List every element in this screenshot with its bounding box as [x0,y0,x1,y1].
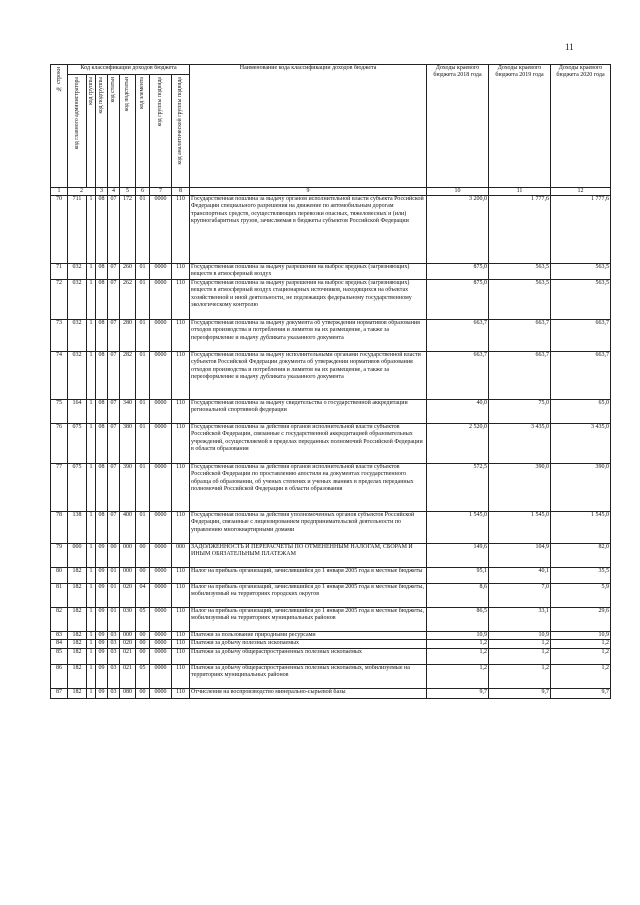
admin-code: 182 [68,632,87,640]
amount-2018: 8,6 [427,584,489,608]
subarticle-code: 021 [120,664,136,688]
amount-2019: 75,0 [489,400,551,424]
article-code: 07 [108,464,120,512]
group-code: 1 [87,608,96,632]
analytic-code: 000 [172,544,190,568]
group-code: 1 [87,544,96,568]
article-code: 03 [108,688,120,698]
subarticle-code: 172 [120,196,136,264]
income-name: Платежи за добычу общераспространенных полезных ископаемых, мобилизуемые на территориях муниципальных районов [190,664,427,688]
year-2020-header: Доходы краевого бюджета 2020 года [551,65,611,188]
income-name: Государственная пошлина за выдачу разрешения на выброс вредных (загрязняющих) веществ в атмосферный воздух [190,264,427,280]
subtype-code: 0000 [150,608,172,632]
income-name: Налог на прибыль организаций, зачислявшийся до 1 января 2005 года в местные бюджеты, мобилизуемый на территориях муниципальных районов [190,608,427,632]
subgroup-code: 08 [96,320,108,352]
income-name: Налог на прибыль организаций, зачислявшийся до 1 января 2005 года в местные бюджеты [190,568,427,584]
income-name: Государственная пошлина за выдачу исполнительными органами государственной власти субъектов Российской Федерации документа об утверждении нормативов образования отходов производства и потребления и лимитов на их размещение, а также за переоформление и выдачу дубликата указанного документа [190,352,427,400]
amount-2018: 875,0 [427,280,489,320]
subtype-code: 0000 [150,640,172,648]
subarticle-code: 400 [120,512,136,544]
column-numbers-row [51,188,611,196]
name-column-header: Наименование кода классификации доходов бюджета [190,65,427,188]
group-code: 1 [87,320,96,352]
subtype-code: 0000 [150,648,172,664]
table-row [51,608,611,632]
article-code: 03 [108,632,120,640]
subarticle-code: 280 [120,320,136,352]
element-code: 04 [136,584,150,608]
article-code: 03 [108,640,120,648]
subgroup-code: 08 [96,264,108,280]
element-code: 05 [136,608,150,632]
subtype-code: 0000 [150,400,172,424]
article-code: 07 [108,400,120,424]
amount-2019: 1 545,0 [489,512,551,544]
amount-2019: 390,0 [489,464,551,512]
subgroup-code: 09 [96,688,108,698]
subgroup-code: 09 [96,608,108,632]
admin-code: 032 [68,264,87,280]
row-number: 76 [51,424,68,464]
group-code: 1 [87,568,96,584]
income-name: Государственная пошлина за действия органов исполнительной власти субъектов Российской Федерации по проставлению апостиля на документах государственного образца об образовании, об ученых степенях и ученых званиях в пределах переданных полномочий Российской Федерации в области образования [190,464,427,512]
admin-code: 711 [68,196,87,264]
subtype-code: 0000 [150,632,172,640]
row-number: 71 [51,264,68,280]
column-number: 1 [51,188,68,196]
subarticle-code: 282 [120,352,136,400]
table-row [51,632,611,640]
amount-2020: 1,2 [551,640,611,648]
income-name: Отчисления на воспроизводство минерально-сырьевой базы [190,688,427,698]
element-code: 01 [136,424,150,464]
subgroup-code: 08 [96,512,108,544]
amount-2019: 9,7 [489,688,551,698]
group-code: 1 [87,264,96,280]
amount-2018: 663,7 [427,352,489,400]
amount-2018: 1,2 [427,664,489,688]
article-code: 07 [108,424,120,464]
article-code: 01 [108,568,120,584]
admin-code: 182 [68,688,87,698]
admin-code: 032 [68,280,87,320]
admin-code: 075 [68,464,87,512]
code-column-header: код аналитической группы подвида [172,75,190,188]
article-code: 03 [108,664,120,688]
amount-2019: 1,2 [489,664,551,688]
element-code: 01 [136,512,150,544]
subarticle-code: 000 [120,632,136,640]
analytic-code: 110 [172,632,190,640]
subgroup-code: 08 [96,280,108,320]
group-code: 1 [87,196,96,264]
subarticle-code: 021 [120,648,136,664]
subtype-code: 0000 [150,280,172,320]
analytic-code: 110 [172,352,190,400]
analytic-code: 110 [172,464,190,512]
amount-2019: 663,7 [489,320,551,352]
row-number: 87 [51,688,68,698]
amount-2018: 9,7 [427,688,489,698]
row-number: 78 [51,512,68,544]
amount-2018: 3 200,0 [427,196,489,264]
admin-code: 000 [68,544,87,568]
amount-2018: 2 520,0 [427,424,489,464]
column-number: 12 [551,188,611,196]
row-number: 70 [51,196,68,264]
amount-2020: 65,0 [551,400,611,424]
income-name: Платежи за добычу полезных ископаемых [190,640,427,648]
income-name: Государственная пошлина за выдачу документа об утверждении нормативов образования отходов производства и потребления и лимитов на их размещение, а также за переоформление и выдачу дубликата указанного документа [190,320,427,352]
row-number: 74 [51,352,68,400]
element-code: 01 [136,464,150,512]
group-code: 1 [87,632,96,640]
analytic-code: 110 [172,280,190,320]
table-row [51,400,611,424]
analytic-code: 110 [172,568,190,584]
group-code: 1 [87,464,96,512]
subarticle-code: 000 [120,568,136,584]
income-name: Государственная пошлина за действия органов исполнительной власти субъектов Российской Федерации, связанные с государственной аккредитацией образовательных учреждений, осуществляемой в пределах переданных полномочий Российской Федерации в области образования [190,424,427,464]
group-code: 1 [87,352,96,400]
article-code: 07 [108,196,120,264]
page-number: 11 [565,42,574,52]
amount-2020: 1 777,6 [551,196,611,264]
subtype-code: 0000 [150,544,172,568]
year-2018-header: Доходы краевого бюджета 2018 года [427,65,489,188]
row-number: 84 [51,640,68,648]
income-name: Государственная пошлина за выдачу свидетельства о государственной аккредитации региональной спортивной федерации [190,400,427,424]
element-code: 05 [136,664,150,688]
amount-2018: 95,1 [427,568,489,584]
table-row [51,584,611,608]
group-code: 1 [87,664,96,688]
element-code: 01 [136,352,150,400]
amount-2019: 563,5 [489,280,551,320]
table-row [51,196,611,264]
subarticle-code: 340 [120,400,136,424]
amount-2020: 3 435,0 [551,424,611,464]
subgroup-code: 08 [96,464,108,512]
amount-2020: 390,0 [551,464,611,512]
row-number: 80 [51,568,68,584]
subarticle-code: 030 [120,608,136,632]
amount-2018: 875,0 [427,264,489,280]
year-2019-header: Доходы краевого бюджета 2019 года [489,65,551,188]
amount-2019: 40,1 [489,568,551,584]
analytic-code: 110 [172,688,190,698]
amount-2018: 572,5 [427,464,489,512]
amount-2020: 5,9 [551,584,611,608]
amount-2020: 1,2 [551,664,611,688]
income-name: Государственная пошлина за действия уполномоченных органов субъектов Российской Федерации, связанные с лицензированием предпринимательской деятельности по управлению многоквартирными домами [190,512,427,544]
code-column-header: код элемента [136,75,150,188]
amount-2019: 563,5 [489,264,551,280]
analytic-code: 110 [172,264,190,280]
group-code: 1 [87,640,96,648]
column-number: 7 [150,188,172,196]
code-column-header: код подстатьи [120,75,136,188]
analytic-code: 110 [172,424,190,464]
table-row [51,648,611,664]
column-number: 10 [427,188,489,196]
element-code: 00 [136,544,150,568]
amount-2019: 663,7 [489,352,551,400]
analytic-code: 110 [172,664,190,688]
income-name: Государственная пошлина за выдачу органом исполнительной власти субъекта Российской Федерации специального разрешения на движение по автомобильным дорогам транспортных средств, осуществляющих перевозки опасных, тяжеловесных и (или) крупногабаритных грузов, зачисляемая в бюджеты субъектов Российской Федерации [190,196,427,264]
subarticle-code: 020 [120,640,136,648]
income-name: Платежи за добычу общераспространенных полезных ископаемых [190,648,427,664]
subtype-code: 0000 [150,424,172,464]
column-number: 4 [108,188,120,196]
element-code: 00 [136,648,150,664]
subtype-code: 0000 [150,264,172,280]
amount-2019: 1,2 [489,640,551,648]
column-number: 9 [190,188,427,196]
analytic-code: 110 [172,648,190,664]
code-column-header: код группы [87,75,96,188]
amount-2019: 104,9 [489,544,551,568]
budget-income-table [50,64,611,699]
amount-2019: 7,0 [489,584,551,608]
article-code: 07 [108,320,120,352]
row-number: 81 [51,584,68,608]
amount-2018: 40,0 [427,400,489,424]
article-code: 01 [108,584,120,608]
table-row [51,568,611,584]
row-number: 75 [51,400,68,424]
analytic-code: 110 [172,640,190,648]
amount-2020: 1 545,0 [551,512,611,544]
income-name: Налог на прибыль организаций, зачислявшийся до 1 января 2005 года в местные бюджеты, мобилизуемый на территориях городских округов [190,584,427,608]
row-number-header: № строки [51,65,68,188]
income-name: ЗАДОЛЖЕННОСТЬ И ПЕРЕРАСЧЕТЫ ПО ОТМЕНЕННЫМ НАЛОГАМ, СБОРАМ И ИНЫМ ОБЯЗАТЕЛЬНЫМ ПЛАТЕЖАМ [190,544,427,568]
analytic-code: 110 [172,196,190,264]
admin-code: 032 [68,320,87,352]
group-code: 1 [87,424,96,464]
element-code: 00 [136,640,150,648]
income-name: Государственная пошлина за выдачу разрешения на выброс вредных (загрязняющих) веществ в атмосферный воздух стационарных источников, находящихся на объектах хозяйственной и иной деятельности, не подлежащих федеральному государственному экологическому контролю [190,280,427,320]
table-row [51,512,611,544]
table-row [51,664,611,688]
element-code: 00 [136,568,150,584]
analytic-code: 110 [172,400,190,424]
element-code: 01 [136,196,150,264]
subarticle-code: 080 [120,688,136,698]
element-code: 00 [136,632,150,640]
subtype-code: 0000 [150,464,172,512]
subgroup-code: 08 [96,424,108,464]
amount-2020: 82,0 [551,544,611,568]
amount-2020: 1,2 [551,648,611,664]
row-number: 77 [51,464,68,512]
article-code: 07 [108,352,120,400]
subtype-code: 0000 [150,320,172,352]
subgroup-code: 09 [96,584,108,608]
subgroup-code: 09 [96,568,108,584]
amount-2020: 9,7 [551,688,611,698]
subarticle-code: 000 [120,544,136,568]
subgroup-code: 09 [96,640,108,648]
column-number: 3 [96,188,108,196]
row-number: 79 [51,544,68,568]
element-code: 01 [136,280,150,320]
amount-2018: 1 545,0 [427,512,489,544]
admin-code: 182 [68,584,87,608]
code-column-header: код подгруппы [96,75,108,188]
admin-code: 182 [68,664,87,688]
analytic-code: 110 [172,584,190,608]
group-code: 1 [87,648,96,664]
subgroup-code: 09 [96,544,108,568]
amount-2018: 1,2 [427,640,489,648]
table-row [51,640,611,648]
column-number: 11 [489,188,551,196]
admin-code: 182 [68,568,87,584]
code-column-header: код статьи [108,75,120,188]
table-row [51,320,611,352]
element-code: 01 [136,400,150,424]
admin-code: 182 [68,608,87,632]
article-code: 07 [108,512,120,544]
row-number: 85 [51,648,68,664]
amount-2018: 10,9 [427,632,489,640]
article-code: 07 [108,264,120,280]
subgroup-code: 09 [96,632,108,640]
subgroup-code: 08 [96,352,108,400]
subtype-code: 0000 [150,664,172,688]
amount-2020: 663,7 [551,352,611,400]
subgroup-code: 09 [96,648,108,664]
table-row [51,464,611,512]
subtype-code: 0000 [150,584,172,608]
amount-2018: 149,6 [427,544,489,568]
admin-code: 182 [68,648,87,664]
group-code: 1 [87,400,96,424]
admin-code: 032 [68,352,87,400]
amount-2019: 1,2 [489,648,551,664]
article-code: 07 [108,280,120,320]
column-number: 5 [120,188,136,196]
column-number: 2 [68,188,96,196]
subtype-code: 0000 [150,568,172,584]
group-code: 1 [87,584,96,608]
row-number: 82 [51,608,68,632]
row-number: 86 [51,664,68,688]
subtype-code: 0000 [150,512,172,544]
column-number: 6 [136,188,150,196]
subtype-code: 0000 [150,352,172,400]
table-row [51,352,611,400]
row-number: 73 [51,320,68,352]
amount-2020: 35,5 [551,568,611,584]
amount-2018: 86,5 [427,608,489,632]
row-number: 72 [51,280,68,320]
article-code: 00 [108,544,120,568]
row-number: 83 [51,632,68,640]
amount-2019: 3 435,0 [489,424,551,464]
amount-2018: 1,2 [427,648,489,664]
subtype-code: 0000 [150,688,172,698]
element-code: 01 [136,320,150,352]
table-row [51,544,611,568]
subgroup-code: 09 [96,664,108,688]
amount-2019: 10,9 [489,632,551,640]
subarticle-code: 262 [120,280,136,320]
subarticle-code: 260 [120,264,136,280]
admin-code: 164 [68,400,87,424]
income-name: Платежи за пользование природными ресурсами [190,632,427,640]
article-code: 01 [108,608,120,632]
amount-2020: 563,5 [551,264,611,280]
subarticle-code: 390 [120,464,136,512]
admin-code: 138 [68,512,87,544]
code-column-header: код главного администратора [68,75,87,188]
subgroup-code: 08 [96,196,108,264]
subgroup-code: 08 [96,400,108,424]
column-number: 8 [172,188,190,196]
group-code: 1 [87,688,96,698]
subarticle-code: 380 [120,424,136,464]
table-row [51,688,611,698]
amount-2020: 663,7 [551,320,611,352]
group-code: 1 [87,280,96,320]
group-code: 1 [87,512,96,544]
amount-2020: 563,5 [551,280,611,320]
table-row [51,424,611,464]
analytic-code: 110 [172,608,190,632]
admin-code: 075 [68,424,87,464]
table-row [51,264,611,280]
element-code: 00 [136,688,150,698]
amount-2018: 663,7 [427,320,489,352]
classification-code-header: Код классификации доходов бюджета [68,65,190,75]
amount-2020: 29,6 [551,608,611,632]
analytic-code: 110 [172,512,190,544]
table-row [51,280,611,320]
subtype-code: 0000 [150,196,172,264]
analytic-code: 110 [172,320,190,352]
admin-code: 182 [68,640,87,648]
amount-2019: 33,1 [489,608,551,632]
code-column-header: код группы подвида [150,75,172,188]
amount-2020: 10,9 [551,632,611,640]
element-code: 01 [136,264,150,280]
amount-2019: 1 777,6 [489,196,551,264]
subarticle-code: 020 [120,584,136,608]
article-code: 03 [108,648,120,664]
